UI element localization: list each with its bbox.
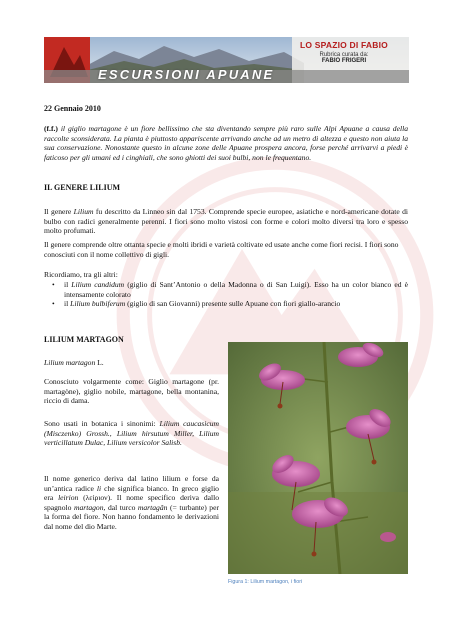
- common-names-paragraph: Conosciuto volgarmente come: Giglio martagone (pr. martagòne), giglio nobile, martagone, bella montanina, riccio di dama.: [44, 377, 219, 406]
- author-tag: (f.f.): [44, 124, 58, 133]
- binomial-name: Lilium martagon: [44, 358, 96, 367]
- text-run: , dal turco: [103, 502, 138, 512]
- section-heading-martagon: LILIUM MARTAGON: [44, 335, 124, 344]
- genus-paragraph-3: Ricordiamo, tra gli altri:: [44, 270, 118, 279]
- lily-photo: [228, 342, 408, 574]
- banner-author: FABIO FRIGERI: [321, 58, 367, 64]
- banner-strip-text: ESCURSIONI APUANE: [98, 67, 275, 82]
- list-item: [44, 299, 408, 309]
- etymology-paragraph: [44, 474, 219, 532]
- species-name: Lilium candidum: [71, 280, 125, 289]
- banner-title: LO SPAZIO DI FABIO: [300, 40, 388, 50]
- section-heading-genus: IL GENERE LILIUM: [44, 183, 121, 192]
- botanical-author: L.: [95, 358, 104, 367]
- genus-paragraph-1: [44, 207, 408, 236]
- text-run: (giglio di Sant’Antonio o della Madonna o di San Luigi). Esso ha un color bianco ed è intensamente colorato: [64, 280, 409, 299]
- text-run: il: [64, 299, 71, 309]
- text-run: fu descritto da Linneo sin dal 1753. Comprende specie europee, asiatiche e nord-americane dotate di bulbo con radici generalmente perenni. I fiori sono molto vistosi con forme e colori molto diversi tra loro e spesso molto profumati.: [44, 207, 408, 236]
- species-list: [44, 280, 408, 309]
- intro-text: il giglio martagone è un fiore bellissimo che sta diventando sempre più raro sulle Alpi Apuane a causa della raccolte sconsiderata. La pianta è piuttosto appariscente arrivando anche ad un metro di altezza e questo non aiuta la sua conservazione. Nonostante questo in alcune zone delle Apuane prospera ancora, forse perché arrivarvi a piedi è faticoso per gli umani ed i cinghiali, che sono ghiotti dei suoi bulbi, non le frequentano.: [44, 124, 408, 162]
- text-run: (giglio di san Giovanni) presente sulle Apuane con fiori giallo-arancio: [125, 299, 341, 309]
- species-name: Lilium bulbiferum: [70, 299, 126, 309]
- term: martagon: [73, 502, 104, 512]
- binomial-line: [44, 358, 219, 368]
- genus-paragraph-2: Il genere comprende oltre ottanta specie e molti ibridi e varietà coltivate ed usate anche come fiori recisi. I fiori sono conosciuti con il nome collettivo di gigli.: [44, 240, 399, 259]
- synonyms-paragraph: [44, 419, 219, 448]
- article-date: 22 Gennaio 2010: [44, 104, 101, 113]
- term: leirion: [58, 493, 79, 503]
- synonyms-list: Lilium caucasicum (Misczenko) Grossh., Lilium hirsutum Miller, Lilium verticillatum Dulac, Lilium versicolor Salisb.: [44, 419, 219, 448]
- text-run: (λείριον). Il nome specifico deriva dallo spagnolo: [44, 493, 220, 512]
- intro-paragraph: [44, 124, 408, 162]
- text-run: Il nome generico deriva dal latino lilium e forse da un’antica radice: [44, 474, 219, 493]
- figure-caption: Figura 1: Lilium martagon, i fiori: [228, 579, 303, 585]
- lilium-martagon-flowers-image: [228, 342, 408, 574]
- text-run: Sono usati in botanica i sinonimi:: [44, 419, 160, 428]
- banner-subtitle: Rubrica curata da:: [319, 52, 369, 58]
- banner-text: [285, 40, 403, 64]
- header-banner: [44, 37, 409, 83]
- term: li: [96, 483, 102, 493]
- text-run: Il genere: [44, 207, 74, 216]
- genus-name: Lilium: [73, 207, 94, 216]
- term: martagân: [137, 502, 168, 512]
- text-run: che significa bianco. In greco giglio era: [44, 483, 219, 503]
- list-item: [44, 280, 408, 299]
- text-run: (= turbante) per la forma del fiore. Non hanno fondamento le derivazioni dal nome del dio Marte.: [44, 502, 219, 531]
- flower-bud: [380, 532, 396, 542]
- text-run: il: [64, 280, 72, 289]
